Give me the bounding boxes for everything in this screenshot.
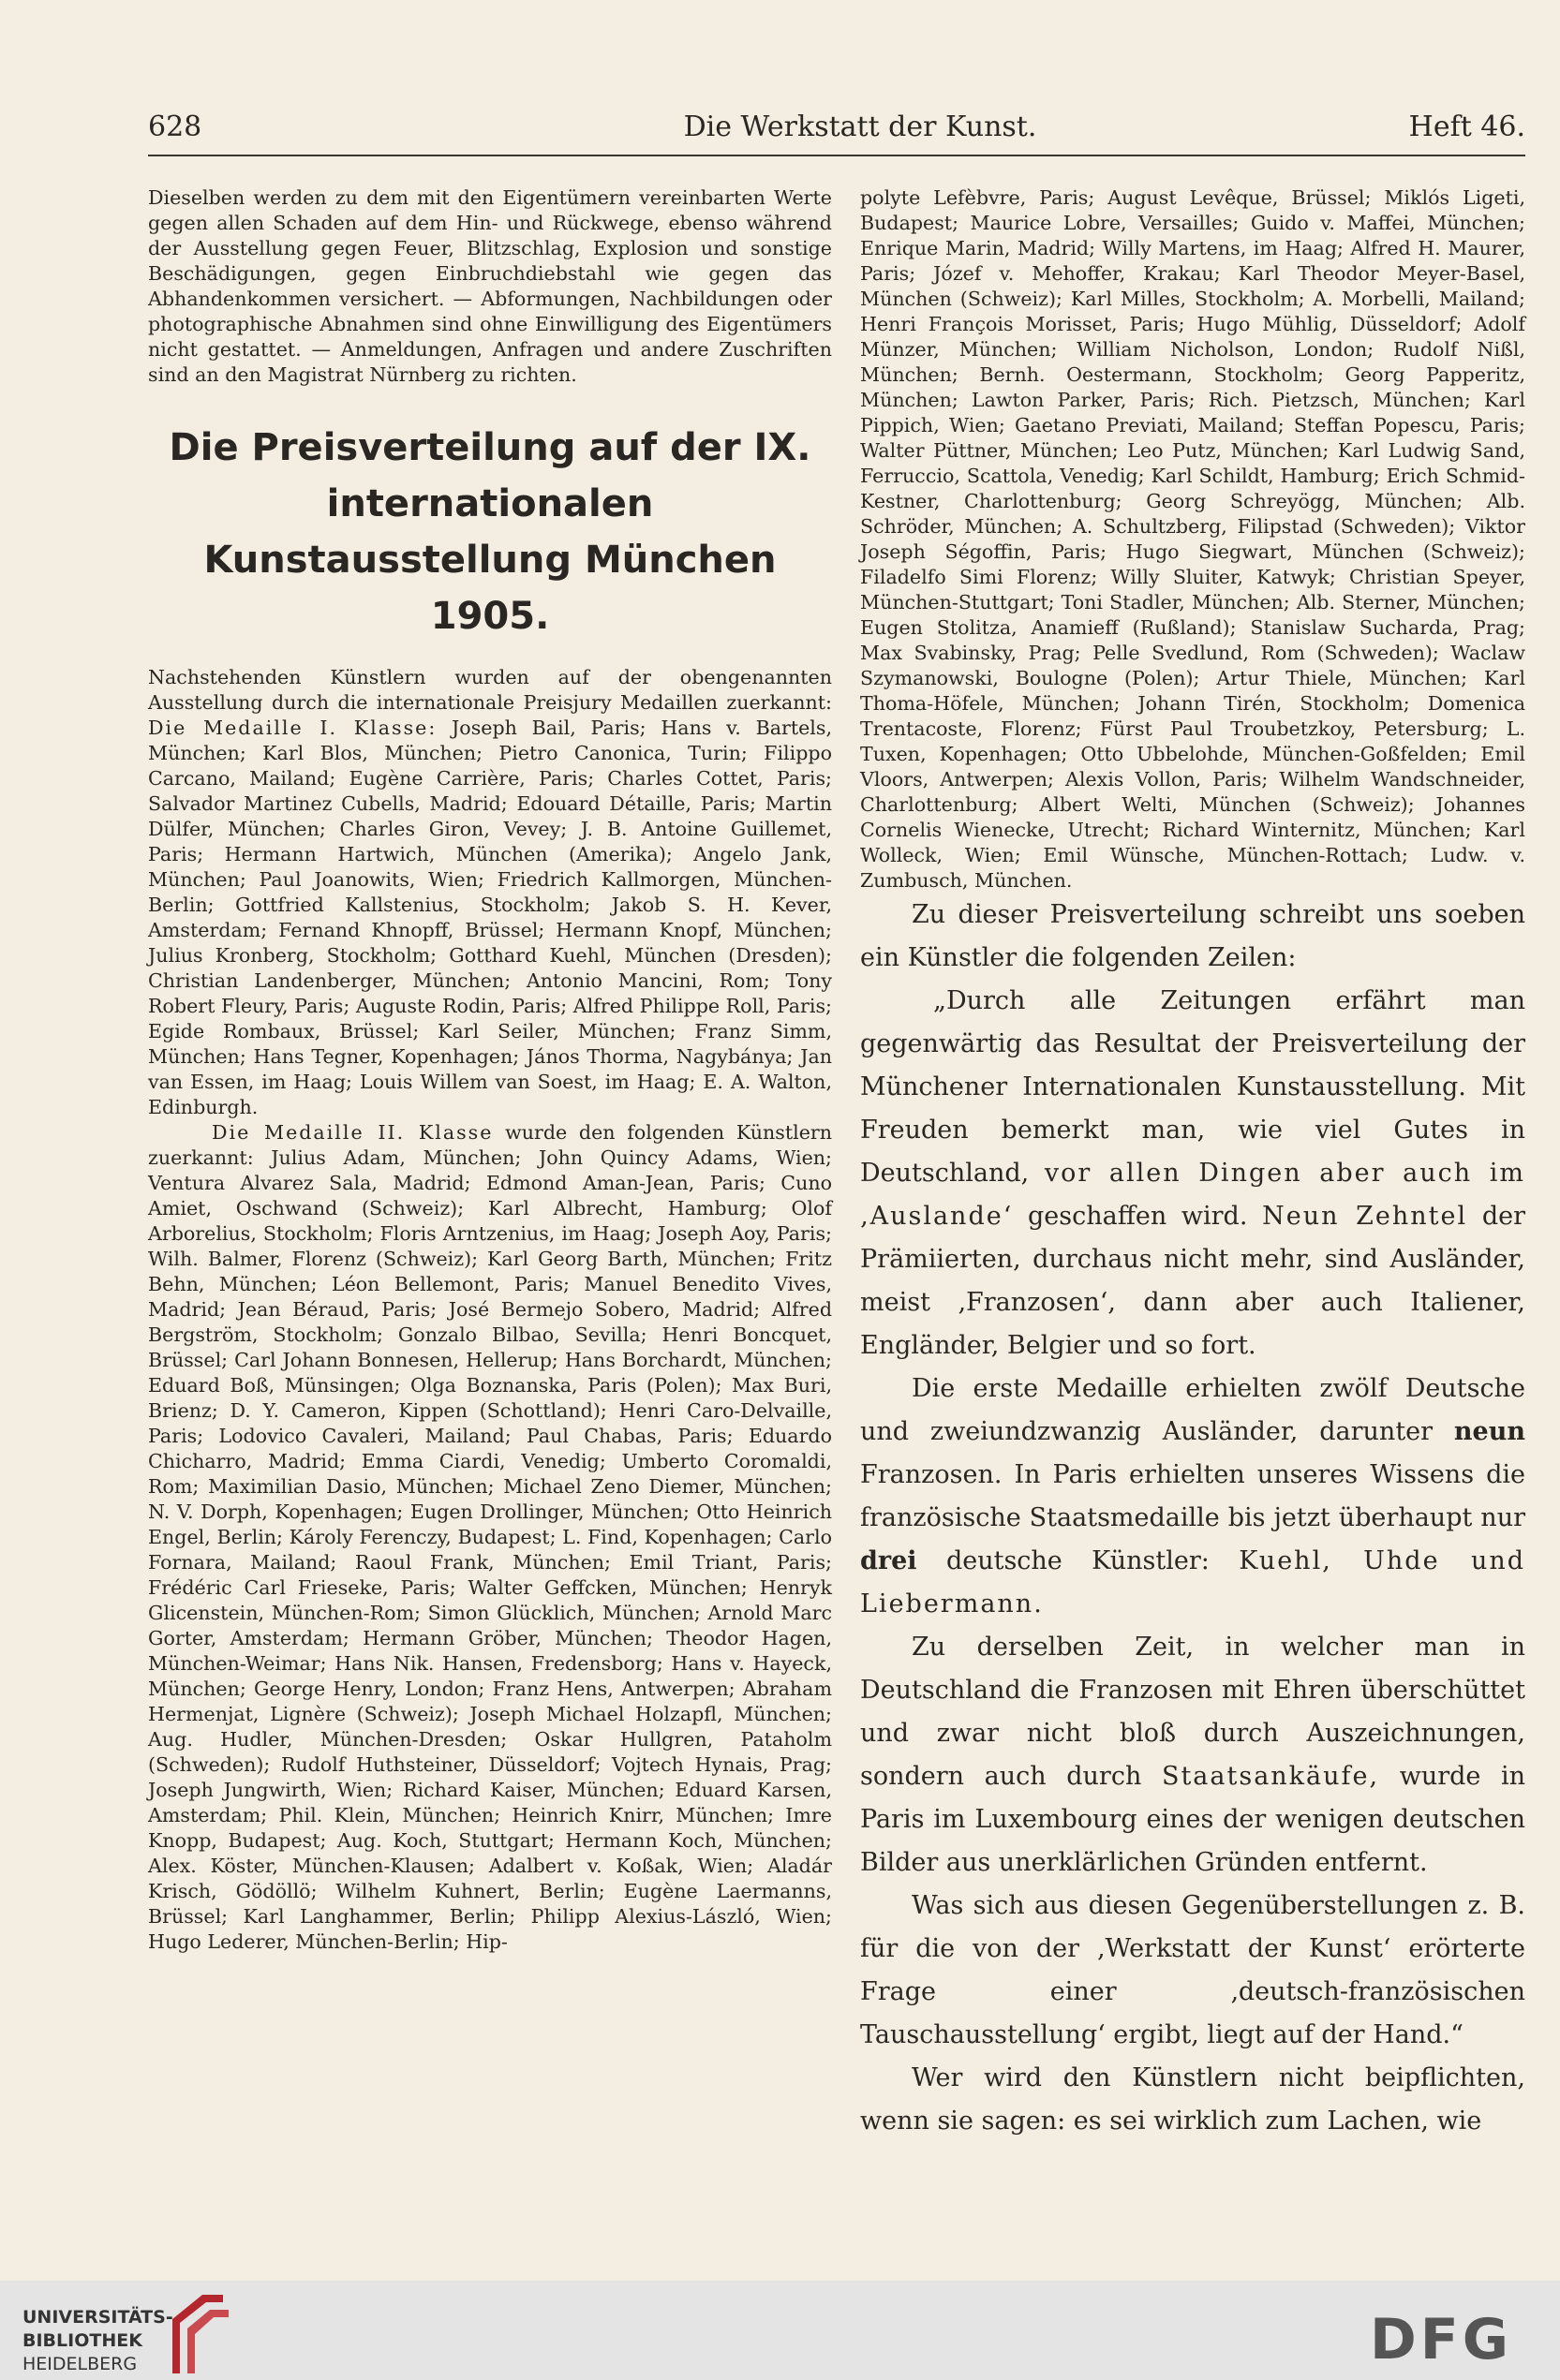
medal-count-paragraph — [860, 1367, 1525, 1626]
luxembourg-text-1: Zu derselben Zeit, in welcher man in Deutschland die Franzosen mit Ehren überschüttet und zwar nicht bloß durch Auszeichnungen, sondern auch durch — [860, 1633, 1525, 1791]
names-continuation-block — [860, 185, 1525, 894]
right-column — [860, 185, 1525, 2143]
issue-number: Heft 46. — [1408, 111, 1525, 143]
medal-second-class-label: Die Medaille II. Klasse — [212, 1121, 494, 1144]
luxembourg-text-2: wurde in Paris im Luxembourg eines der wenigen deutschen Bilder aus unerklärlichen Gründen entfernt. — [860, 1762, 1525, 1877]
medal-first-class-label: Die Medaille I. Klasse: — [148, 717, 438, 739]
library-name — [22, 2306, 173, 2376]
medal-first-class-paragraph — [148, 665, 832, 1120]
running-header — [148, 111, 1525, 152]
university-logo-icon — [165, 2291, 232, 2375]
luxembourg-paragraph — [860, 1626, 1525, 1885]
medal-count-text-1: Die erste Medaille erhielten zwölf Deutsche und zweiundzwanzig Ausländer, darunter — [860, 1374, 1525, 1446]
left-column — [148, 185, 832, 1955]
medal-count-text-3: deutsche Künstler: — [945, 1546, 1210, 1575]
library-name-line-1: UNIVERSITÄTS- — [22, 2307, 173, 2328]
dfg-logo: DFG — [1370, 2307, 1513, 2373]
article-title: Die Preisverteilung auf der IX. internationalen Kunstausstellung München 1905. — [169, 426, 811, 638]
names-continuation: polyte Lefèbvre, Paris; August Levêque, Brüssel; Miklós Ligeti, Budapest; Maurice Lobre, Versailles; Guido v. Maffei, München; Enrique Marin, Madrid; Willy Martens, im Haag; Alfred H. Maurer, Paris; Józef v. Mehoffer, Krakau; Karl Theodor Meyer-Basel, München (Schweiz); Karl Milles, Stockholm; A. Morbelli, Mailand; Henri François Morisset, Paris; Hugo Mühlig, Düsseldorf; Adolf Münzer, München; William Nicholson, London; Rudolf Nißl, München; Bernh. Oestermann, Stockholm; Georg Papperitz, München; Lawton Parker, Paris; Rich. Pietzsch, München; Karl Pippich, Wien; Gaetano Previati, Mailand; Steffan Popescu, Paris; Walter Püttner, München; Leo Putz, München; Karl Ludwig Sand, Ferruccio, Scattola, Venedig; Karl Schildt, Hamburg; Erich Schmid-Kestner, Charlottenburg; Georg Schreyögg, München; Alb. Schröder, München; A. Schultzberg, Filipstad (Schweden); Viktor Joseph Ségoffin, Paris; Hugo Siegwart, München (Schweiz); Filadelfo Simi Florenz; Willy Sluiter, Katwyk; Christian Speyer, München-Stuttgart; Toni Stadler, München; Alb. Sterner, München; Eugen Stolitza, Anamieff (Rußland); Stanislaw Sucharda, Prag; Max Svabinsky, Prag; Pelle Svedlund, Rom (Schweden); Waclaw Szymanowski, Boulogne (Polen); Artur Thiele, München; Karl Thoma-Höfele, München; Johann Tirén, Stockholm; Domenica Trentacoste, Florenz; Fürst Paul Troubetzkoy, Petersburg; L. Tuxen, Kopenhagen; Otto Ubbelohde, München-Goßfelden; Emil Vloors, Antwerpen; Alexis Vollon, Paris; Wilhelm Wandschneider, Charlottenburg; Albert Welti, München (Schweiz); Johannes Cornelis Wienecke, Utrecht; Richard Winternitz, München; Karl Wolleck, Wien; Emil Wünsche, München-Rottach; Ludw. v. Zumbusch, München. — [860, 186, 1525, 892]
medal-second-class-paragraph — [148, 1120, 832, 1955]
medal-first-class-names: Joseph Bail, Paris; Hans v. Bartels, München; Karl Blos, München; Pietro Canonica, Turin; Filippo Carcano, Mailand; Eugène Carrière, Paris; Charles Cottet, Paris; Salvador Martinez Cubells, Madrid; Edouard Détaille, Paris; Martin Dülfer, München; Charles Giron, Vevey; J. B. Antoine Guillemet, Paris; Hermann Hartwich, München (Amerika); Angelo Jank, München; Paul Joanowits, Wien; Friedrich Kallmorgen, München-Berlin; Gottfried Kallstenius, Stockholm; Jakob S. H. Kever, Amsterdam; Fernand Khnopff, Brüssel; Hermann Knopf, München; Julius Kronberg, Stockholm; Gotthard Kuehl, München (Dresden); Christian Landenberger, München; Antonio Mancini, Rom; Tony Robert Fleury, Paris; Auguste Rodin, Paris; Alfred Philippe Roll, Paris; Egide Rombaux, Brüssel; Karl Seiler, München; Franz Simm, München; Hans Tegner, Kopenhagen; János Thorma, Nagybánya; Jan van Essen, im Haag; Louis Willem van Soest, im Haag; E. A. Walton, Edinburgh. — [148, 717, 832, 1118]
bold-neun: neun — [1453, 1417, 1525, 1446]
quote-text-2: geschaffen wird. — [1027, 1202, 1248, 1231]
medal-second-class-names: wurde den folgenden Künstlern zuerkannt: Julius Adam, München; John Quincy Adams, Wien; Ventura Alvarez Sala, Madrid; Edmond Aman-Jean, Paris; Cuno Amiet, Oschwand (Schweiz); Karl Albrecht, Hamburg; Olof Arborelius, Stockholm; Floris Arntzenius, im Haag; Joseph Aoy, Paris; Wilh. Balmer, Florenz (Schweiz); Karl Georg Barth, München; Fritz Behn, München; Léon Bellemont, Paris; Manuel Benedito Vives, Madrid; Jean Béraud, Paris; José Bermejo Sobero, Madrid; Alfred Bergström, Stockholm; Gonzalo Bilbao, Sevilla; Henri Boncquet, Brüssel; Carl Johann Bonnesen, Hellerup; Hans Borchardt, München; Eduard Boß, Münsingen; Olga Boznanska, Paris (Polen); Max Buri, Brienz; D. Y. Cameron, Kippen (Schottland); Henri Caro-Delvaille, Paris; Lodovico Cavaleri, Mailand; Paul Chabas, Paris; Eduardo Chicharro, Madrid; Emma Ciardi, Venedig; Umberto Coromaldi, Rom; Maximilian Dasio, München; Michael Zeno Diemer, München; N. V. Dorph, Kopenhagen; Eugen Drollinger, München; Otto Heinrich Engel, Berlin; Károly Ferenczy, Budapest; L. Find, Kopenhagen; Carlo Fornara, Mailand; Raoul Frank, München; Emil Triant, Paris; Frédéric Carl Frieseke, Paris; Walter Geffcken, München; Henryk Glicenstein, München-Rom; Simon Glücklich, München; Arnold Marc Gorter, Amsterdam; Hermann Gröber, München; Theodor Hagen, München-Weimar; Hans Nik. Hansen, Fredensborg; Hans v. Hayeck, München; George Henry, London; Franz Hens, Antwerpen; Abraham Hermenjat, Lignère (Schweiz); Joseph Michael Holzapfl, München; Aug. Hudler, München-Dresden; Oskar Hullgren, Pataholm (Schweden); Rudolf Huthsteiner, Düsseldorf; Vojtech Hynais, Prag; Joseph Jungwirth, Wien; Richard Kaiser, München; Eduard Karsen, Amsterdam; Phil. Klein, München; Heinrich Knirr, München; Imre Knopp, Budapest; Aug. Koch, Stuttgart; Hermann Koch, München; Alex. Köster, München-Klausen; Adalbert v. Koßak, Wien; Aladár Krisch, Gödöllö; Wilhelm Kuhnert, Berlin; Eugène Laermanns, Brüssel; Karl Langhammer, Berlin; Philipp Alexius-László, Wien; Hugo Lederer, München-Berlin; Hip- — [148, 1121, 833, 1953]
library-name-line-2: BIBLIOTHEK — [22, 2330, 142, 2351]
page-number: 628 — [148, 111, 202, 143]
quote-spaced-1: vor allen Dingen aber auch im ‚Auslande‘ — [860, 1159, 1525, 1231]
bold-drei: drei — [860, 1546, 917, 1575]
letter-intro-paragraph: Zu dieser Preisverteilung schreibt uns soeben ein Künstler die folgenden Zeilen: — [860, 900, 1525, 972]
quote-text-1: „Durch alle Zeitungen erfährt man gegenwärtig das Resultat der Preisverteilung der Münchener Internationalen Kunstausstellung. Mit Freuden bemerkt man, wie viel Gutes in Deutschland, — [860, 986, 1525, 1188]
commentary-block — [860, 894, 1525, 2143]
medal-intro-text: Nachstehenden Künstlern wurden auf der obengenannten Ausstellung durch die internationale Preisjury Medaillen zuerkannt: — [148, 666, 832, 714]
staatsankaeufe-spaced: Staatsankäufe, — [1161, 1762, 1380, 1791]
header-rule — [148, 155, 1525, 156]
quote-text-3: der Prämiierten, durchaus nicht mehr, sind Ausländer, meist ‚Franzosen‘, dann aber auch Italiener, Engländer, Belgier und so fort. — [860, 1202, 1525, 1360]
running-title: Die Werkstatt der Kunst. — [683, 111, 1037, 143]
artist-names-spaced: Kuehl, Uhde und Liebermann. — [860, 1546, 1526, 1619]
library-name-line-3: HEIDELBERG — [22, 2354, 138, 2374]
conclusion-paragraph: Was sich aus diesen Gegenüberstellungen z. B. für die von der ‚Werkstatt der Kunst‘ erörterte Frage einer ‚deutsch-französischen Tauschausstellung‘ ergibt, liegt auf der Hand.“ — [860, 1891, 1525, 2049]
quote-paragraph — [860, 980, 1525, 1367]
intro-paragraph: Dieselben werden zu dem mit den Eigentümern vereinbarten Werte gegen allen Schaden auf dem Hin- und Rückwege, ebenso während der Ausstellung gegen Feuer, Blitzschlag, Explosion und sonstige Beschädigungen, gegen Einbruchdiebstahl wie gegen das Abhandenkommen versichert. — Abformungen, Nachbildungen oder photographische Abnahmen sind ohne Einwilligung des Eigentümers nicht gestattet. — Anmeldungen, Anfragen und andere Zuschriften sind an den Magistrat Nürnberg zu richten. — [148, 186, 832, 386]
final-paragraph: Wer wird den Künstlern nicht beipflichten, wenn sie sagen: es sei wirklich zum Lachen, wie — [860, 2063, 1525, 2136]
digitization-footer — [0, 2281, 1560, 2380]
medal-count-text-2: Franzosen. In Paris erhielten unseres Wissens die französische Staatsmedaille bis jetzt überhaupt nur — [860, 1460, 1525, 1532]
quote-spaced-2: Neun Zehntel — [1262, 1202, 1468, 1231]
